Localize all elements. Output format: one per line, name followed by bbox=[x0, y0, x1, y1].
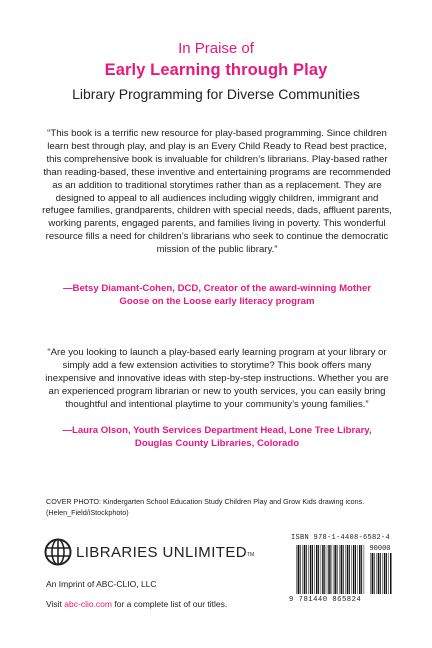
barcode-bar bbox=[384, 553, 386, 594]
barcode-bar bbox=[372, 553, 374, 594]
barcode-bar bbox=[333, 545, 334, 594]
barcode-bar bbox=[347, 545, 349, 594]
barcode-bar bbox=[364, 545, 365, 594]
barcode-bar bbox=[345, 545, 346, 594]
libraries-unlimited-logo bbox=[44, 537, 264, 567]
barcode-bar bbox=[376, 553, 377, 594]
book-subtitle: Library Programming for Diverse Communities bbox=[72, 86, 360, 102]
barcode-bar bbox=[378, 553, 380, 594]
barcode-bar bbox=[339, 545, 340, 594]
barcode-bar bbox=[308, 545, 309, 594]
barcode-bar bbox=[355, 545, 356, 594]
barcode-bar bbox=[306, 545, 307, 594]
barcode-bar bbox=[312, 545, 313, 594]
cover-photo-credit: COVER PHOTO: Kindergarten School Education Study Children Play and Grow Kids drawing icons. (Helen_Field/iStockphoto) bbox=[46, 497, 365, 517]
barcode-bar bbox=[361, 545, 362, 594]
praise-heading: In Praise of bbox=[178, 40, 254, 57]
barcode-bar bbox=[300, 545, 301, 594]
visit-prefix: Visit bbox=[46, 599, 65, 609]
barcode-bar bbox=[343, 545, 344, 594]
barcode-bar bbox=[302, 545, 303, 594]
barcode-bar bbox=[304, 545, 306, 594]
praise-quote-1: “This book is a terrific new resource for play-based programming. Since children learn best through play, and play is an Every Child Ready to Read best practice, this comprehensive book is invaluable for children’s librarians. Play-based rather than reading-based, these inventive and entertaining programs are recommended as an addition to traditional storytimes rather than as a replacement. They are designed to appeal to all audiences including wiggly children, immigrant and refugee families, grandparents, children with special needs, dads, affluent parents, working parents, engaged parents, and families living in poverty. This wonderful resource fills a need for children’s librarians who seek to continue the democratic mission of the public library.” bbox=[42, 128, 392, 256]
barcode-bar bbox=[380, 553, 381, 594]
quote-2-attribution: —Laura Olson, Youth Services Department Head, Lone Tree Library, Douglas County Libraries, Colorado bbox=[62, 425, 372, 449]
barcode-bar bbox=[327, 545, 328, 594]
barcode-bar bbox=[353, 545, 355, 594]
book-title: Early Learning through Play bbox=[104, 61, 328, 79]
barcode-bar bbox=[341, 545, 343, 594]
barcode-bar bbox=[321, 545, 322, 594]
isbn-label: ISBN 978-1-4408-6582-4 bbox=[291, 534, 391, 542]
logo-wordmark: LIBRARIES UNLIMITED bbox=[76, 544, 247, 561]
barcode-bar bbox=[296, 545, 297, 594]
barcode-bar bbox=[330, 545, 331, 594]
barcode-bar bbox=[328, 545, 330, 594]
praise-quote-2: “Are you looking to launch a play-based early learning program at your library or simply add a few extension activities to storytime? This book offers many inexpensive and innovative ideas with step-by-step instructions. Whether you are an experienced program librarian or new to youth services, you can easily bring thoughtful and intentional playtime to your community’s young families.” bbox=[45, 347, 389, 410]
barcode-bar bbox=[386, 553, 387, 594]
barcode-bar bbox=[351, 545, 352, 594]
barcode-bar bbox=[334, 545, 336, 594]
barcode-bar bbox=[310, 545, 312, 594]
imprint-line: An Imprint of ABC-CLIO, LLC bbox=[46, 579, 157, 589]
barcode-bar bbox=[316, 545, 318, 594]
barcode-number: 9 781440 865824 bbox=[289, 596, 362, 604]
trademark-mark: TM bbox=[247, 552, 255, 558]
barcode-bars-main bbox=[296, 545, 364, 594]
quote-1-attribution: —Betsy Diamant-Cohen, DCD, Creator of the award-winning Mother Goose on the Loose early literacy program bbox=[62, 283, 372, 307]
barcode-bar bbox=[322, 545, 324, 594]
visit-line bbox=[46, 599, 227, 609]
barcode-bar bbox=[358, 545, 359, 594]
barcode-bar bbox=[337, 545, 338, 594]
barcode-bar bbox=[324, 545, 325, 594]
barcode-addon-number: 90000 bbox=[369, 545, 391, 553]
barcode-bar bbox=[314, 545, 315, 594]
barcode-bar bbox=[370, 553, 371, 594]
globe-logo-icon bbox=[44, 538, 72, 566]
barcode-bar bbox=[382, 553, 383, 594]
visit-suffix: for a complete list of our titles. bbox=[112, 599, 228, 609]
website-link[interactable]: abc-clio.com bbox=[64, 599, 112, 609]
barcode-bar bbox=[388, 553, 389, 594]
barcode-bar bbox=[349, 545, 350, 594]
barcode-bar bbox=[359, 545, 361, 594]
barcode-bars-addon bbox=[370, 553, 392, 594]
barcode-bar bbox=[318, 545, 319, 594]
barcode-bar bbox=[298, 545, 300, 594]
barcode-bar bbox=[374, 553, 375, 594]
isbn-barcode bbox=[294, 543, 394, 595]
barcode-bar bbox=[390, 553, 392, 594]
